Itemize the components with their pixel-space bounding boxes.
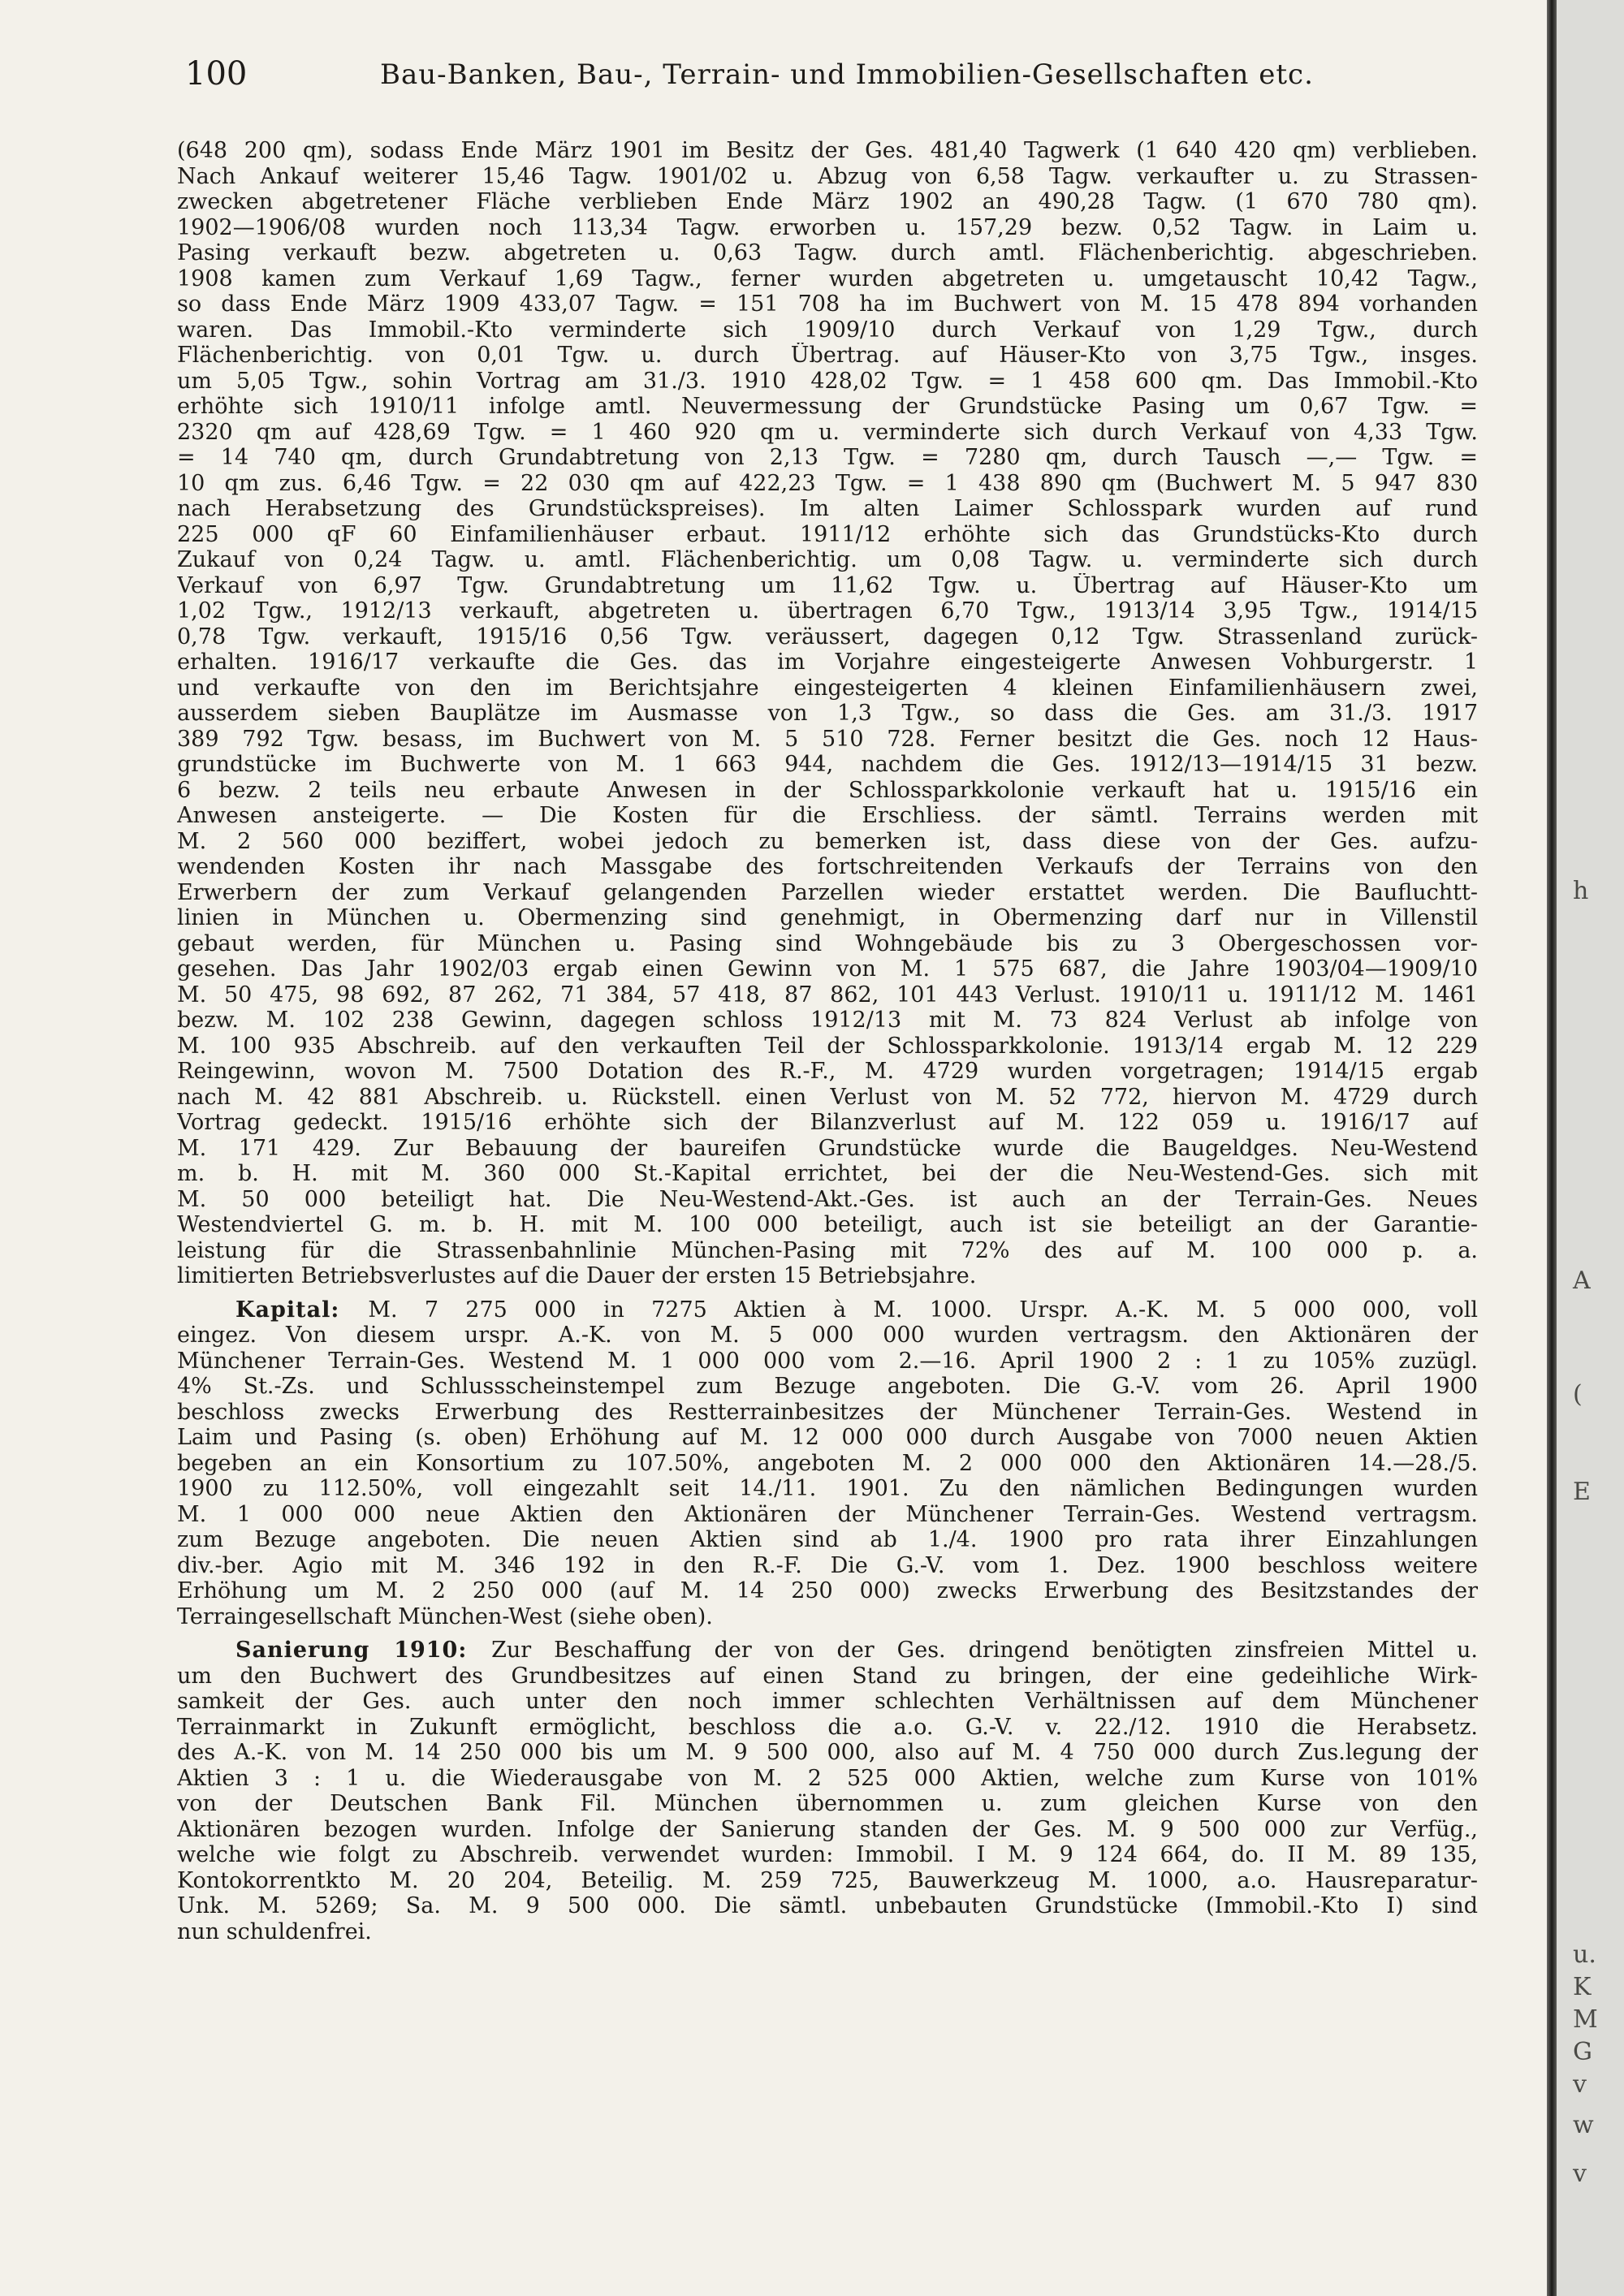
line-text: gesehen. Das Jahr 1902/03 ergab einen Gewinn von M. 1 575 687, die Jahre 1903/04—1909/10	[177, 956, 1478, 982]
text-line	[177, 573, 1478, 599]
line-text: leistung für die Strassenbahnlinie München-Pasing mit 72% des auf M. 100 000 p. a.	[177, 1237, 1478, 1263]
adjacent-page-fragment: h	[1573, 877, 1589, 905]
line-text: Anwesen ansteigerte. — Die Kosten für die Erschliess. der sämtl. Terrains werden mit	[177, 803, 1478, 828]
line-text: M. 7 275 000 in 7275 Aktien à M. 1000. Urspr. A.-K. M. 5 000 000, voll	[368, 1297, 1478, 1323]
line-text: 2320 qm auf 428,69 Tgw. = 1 460 920 qm u. verminderte sich durch Verkauf von 4,33 Tgw.	[177, 419, 1478, 445]
line-text: m. b. H. mit M. 360 000 St.-Kapital errichtet, bei der die Neu-Westend-Ges. sich mit	[177, 1161, 1478, 1186]
text-line	[177, 675, 1478, 701]
adjacent-page-fragment: E	[1573, 1478, 1591, 1506]
line-text: wendenden Kosten ihr nach Massgabe des fortschreitenden Verkaufs der Terrains von den	[177, 854, 1478, 879]
page-body	[177, 138, 1478, 1944]
text-line	[177, 394, 1478, 420]
line-text: Nach Ankauf weiterer 15,46 Tagw. 1901/02 u. Abzug von 6,58 Tagw. verkaufter u. zu Strassen-	[177, 163, 1478, 189]
text-line	[177, 1842, 1478, 1868]
text-line	[177, 1110, 1478, 1136]
line-text: = 14 740 qm, durch Grundabtretung von 2,13 Tgw. = 7280 qm, durch Tausch —,— Tgw. =	[177, 445, 1478, 470]
line-text: M. 50 000 beteiligt hat. Die Neu-Westend-Akt.-Ges. ist auch an der Terrain-Ges. Neues	[177, 1186, 1478, 1212]
line-text: Zukauf von 0,24 Tagw. u. amtl. Flächenberichtig. um 0,08 Tagw. u. verminderte sich durch	[177, 547, 1478, 572]
line-text: erhöhte sich 1910/11 infolge amtl. Neuvermessung der Grundstücke Pasing um 0,67 Tgw. =	[177, 394, 1478, 419]
line-text: M. 2 560 000 beziffert, wobei jedoch zu bemerken ist, dass diese von der Ges. aufzu-	[177, 828, 1478, 854]
line-text: Erhöhung um M. 2 250 000 (auf M. 14 250 000) zwecks Erwerbung des Besitzstandes der	[177, 1578, 1478, 1603]
line-text: 0,78 Tgw. verkauft, 1915/16 0,56 Tgw. veräussert, dagegen 0,12 Tgw. Strassenland zurück-	[177, 624, 1478, 650]
line-text: 389 792 Tgw. besass, im Buchwert von M. 5 510 728. Ferner besitzt die Ges. noch 12 Haus-	[177, 726, 1478, 752]
line-text: welche wie folgt zu Abschreib. verwendet wurden: Immobil. I M. 9 124 664, do. II M. 89 135,	[177, 1842, 1478, 1867]
line-text: nach M. 42 881 Abschreib. u. Rückstell. einen Verlust von M. 52 772, hiervon M. 4729 durch	[177, 1084, 1478, 1110]
text-line	[177, 1136, 1478, 1162]
text-line	[177, 1502, 1478, 1528]
line-text: zwecken abgetretener Fläche verblieben Ende März 1902 an 490,28 Tagw. (1 670 780 qm).	[177, 189, 1478, 214]
line-text: bezw. M. 102 238 Gewinn, dagegen schloss 1912/13 mit M. 73 824 Verlust ab infolge von	[177, 1008, 1478, 1033]
line-text: nun schuldenfrei.	[177, 1918, 372, 1944]
text-line	[177, 343, 1478, 369]
line-text: des A.-K. von M. 14 250 000 bis um M. 9 500 000, also auf M. 4 750 000 durch Zus.legung der	[177, 1740, 1478, 1765]
text-line	[177, 854, 1478, 880]
section-heading: Sanierung 1910:	[235, 1638, 492, 1663]
line-text: Münchener Terrain-Ges. Westend M. 1 000 000 vom 2.—16. April 1900 2 : 1 zu 105% zuzügl.	[177, 1348, 1478, 1374]
line-text: Reingewinn, wovon M. 7500 Dotation des R.-F., M. 4729 wurden vorgetragen; 1914/15 ergab	[177, 1059, 1478, 1084]
adjacent-page-fragment: (	[1573, 1380, 1583, 1409]
line-text: um den Buchwert des Grundbesitzes auf einen Stand zu bringen, der eine gedeihliche Wirk-	[177, 1663, 1478, 1689]
line-text: Terrainmarkt in Zukunft ermöglicht, beschloss die a.o. G.-V. v. 22./12. 1910 die Herabsetz.	[177, 1714, 1478, 1740]
text-line	[177, 1161, 1478, 1187]
adjacent-page-fragment: u.	[1573, 1940, 1596, 1969]
adjacent-page-fragment: K	[1573, 1973, 1592, 2001]
paragraph-gap	[177, 1289, 1478, 1297]
paragraph	[177, 1638, 1478, 1944]
text-line	[177, 189, 1478, 215]
line-text: M. 50 475, 98 692, 87 262, 71 384, 57 418, 87 862, 101 443 Verlust. 1910/11 u. 1911/12 M. 1461	[177, 982, 1478, 1008]
text-line	[177, 445, 1478, 471]
text-line	[177, 215, 1478, 241]
book-gutter	[1547, 0, 1557, 2296]
line-text: grundstücke im Buchwerte von M. 1 663 944, nachdem die Ges. 1912/13—1914/15 31 bezw.	[177, 752, 1478, 777]
paragraph	[177, 1297, 1478, 1630]
text-line	[177, 1034, 1478, 1060]
text-line	[177, 1817, 1478, 1843]
line-text: 1900 zu 112.50%, voll eingezahlt seit 14./11. 1901. Zu den nämlichen Bedingungen wurden	[177, 1476, 1478, 1501]
text-line	[177, 931, 1478, 957]
line-text: erhalten. 1916/17 verkaufte die Ges. das im Vorjahre eingesteigerte Anwesen Vohburgerstr. 1	[177, 650, 1478, 675]
line-text: M. 1 000 000 neue Aktien den Aktionären der Münchener Terrain-Ges. Westend vertragsm.	[177, 1501, 1478, 1527]
text-line	[177, 471, 1478, 497]
text-line	[177, 1425, 1478, 1451]
adjacent-page-fragment: v	[1573, 2070, 1587, 2099]
text-line	[177, 1349, 1478, 1375]
text-line	[177, 1374, 1478, 1400]
text-line	[177, 1868, 1478, 1894]
text-line	[177, 829, 1478, 855]
text-line	[177, 1527, 1478, 1553]
line-text: 225 000 qF 60 Einfamilienhäuser erbaut. 1911/12 erhöhte sich das Grundstücks-Kto durch	[177, 521, 1478, 547]
text-line	[177, 598, 1478, 624]
text-line	[177, 496, 1478, 522]
line-text: Aktien 3 : 1 u. die Wiederausgabe von M. 2 525 000 Aktien, welche zum Kurse von 101%	[177, 1765, 1478, 1791]
line-text: eingez. Von diesem urspr. A.-K. von M. 5 000 000 wurden vertragsm. den Aktionären der	[177, 1323, 1478, 1348]
text-line	[177, 1451, 1478, 1477]
text-line	[177, 547, 1478, 573]
text-line	[177, 291, 1478, 317]
text-line	[177, 1604, 1478, 1630]
text-line	[177, 880, 1478, 906]
adjacent-page-fragment: v	[1573, 2160, 1587, 2188]
text-line	[177, 1212, 1478, 1238]
text-line	[177, 1766, 1478, 1792]
text-line	[177, 1297, 1478, 1323]
running-head: Bau-Banken, Bau-, Terrain- und Immobilien-Gesellschaften etc.	[380, 58, 1314, 91]
text-line	[177, 727, 1478, 753]
text-line	[177, 1323, 1478, 1349]
line-text: 4% St.-Zs. und Schlussscheinstempel zum Bezuge angeboten. Die G.-V. vom 26. April 1900	[177, 1374, 1478, 1399]
text-line	[177, 1187, 1478, 1213]
text-line	[177, 1400, 1478, 1426]
line-text: Verkauf von 6,97 Tgw. Grundabtretung um 11,62 Tgw. u. Übertrag auf Häuser-Kto um	[177, 572, 1478, 598]
adjacent-page-edge	[1557, 0, 1624, 2296]
line-text: 6 bezw. 2 teils neu erbaute Anwesen in der Schlossparkkolonie verkauft hat u. 1915/16 ein	[177, 777, 1478, 803]
text-line	[177, 1919, 1478, 1945]
paragraph-gap	[177, 1629, 1478, 1638]
line-text: 1908 kamen zum Verkauf 1,69 Tagw., ferner wurden abgetreten u. umgetauscht 10,42 Tagw.,	[177, 265, 1478, 291]
text-line	[177, 1553, 1478, 1579]
line-text: linien in München u. Obermenzing sind genehmigt, in Obermenzing darf nur in Villenstil	[177, 905, 1478, 930]
page-header	[185, 55, 1484, 96]
text-line	[177, 522, 1478, 548]
text-line	[177, 1008, 1478, 1034]
text-line	[177, 420, 1478, 446]
text-line	[177, 1791, 1478, 1817]
text-line	[177, 650, 1478, 675]
adjacent-page-fragment: M	[1573, 2005, 1598, 2034]
text-line	[177, 1715, 1478, 1741]
line-text: Unk. M. 5269; Sa. M. 9 500 000. Die sämtl. unbebauten Grundstücke (Immobil.-Kto I) sind	[177, 1893, 1478, 1918]
paragraph	[177, 138, 1478, 1289]
line-text: gebaut werden, für München u. Pasing sind Wohngebäude bis zu 3 Obergeschossen vor-	[177, 930, 1478, 956]
line-text: zum Bezuge angeboten. Die neuen Aktien sind ab 1./4. 1900 pro rata ihrer Einzahlungen	[177, 1527, 1478, 1552]
text-line	[177, 1689, 1478, 1715]
text-line	[177, 1740, 1478, 1766]
text-line	[177, 778, 1478, 804]
line-text: von der Deutschen Bank Fil. München übernommen u. zum gleichen Kurse von den	[177, 1791, 1478, 1816]
text-line	[177, 1893, 1478, 1919]
line-text: Terraingesellschaft München-West (siehe oben).	[177, 1603, 713, 1629]
text-line	[177, 752, 1478, 778]
line-text: und verkaufte von den im Berichtsjahre eingesteigerten 4 kleinen Einfamilienhäusern zwei,	[177, 675, 1478, 701]
line-text: limitierten Betriebsverlustes auf die Dauer der ersten 15 Betriebsjahre.	[177, 1263, 977, 1288]
line-text: div.-ber. Agio mit M. 346 192 in den R.-F. Die G.-V. vom 1. Dez. 1900 beschloss weitere	[177, 1552, 1478, 1578]
line-text: Vortrag gedeckt. 1915/16 erhöhte sich der Bilanzverlust auf M. 122 059 u. 1916/17 auf	[177, 1110, 1478, 1135]
line-text: M. 171 429. Zur Bebauung der baureifen Grundstücke wurde die Baugeldges. Neu-Westend	[177, 1135, 1478, 1161]
text-line	[177, 369, 1478, 395]
line-text: M. 100 935 Abschreib. auf den verkauften Teil der Schlossparkkolonie. 1913/14 ergab M. 12 229	[177, 1033, 1478, 1059]
text-line	[177, 982, 1478, 1008]
text-line	[177, 317, 1478, 343]
line-text: ausserdem sieben Bauplätze im Ausmasse von 1,3 Tgw., so dass die Ges. am 31./3. 1917	[177, 701, 1478, 726]
text-line	[177, 1476, 1478, 1502]
line-text: Flächenberichtig. von 0,01 Tgw. u. durch Übertrag. auf Häuser-Kto von 3,75 Tgw., insges.	[177, 343, 1478, 368]
line-text: 1,02 Tgw., 1912/13 verkauft, abgetreten u. übertragen 6,70 Tgw., 1913/14 3,95 Tgw., 1914/15	[177, 598, 1478, 624]
line-text: Aktionären bezogen wurden. Infolge der Sanierung standen der Ges. M. 9 500 000 zur Verfüg.,	[177, 1816, 1478, 1842]
line-text: begeben an ein Konsortium zu 107.50%, angeboten M. 2 000 000 den Aktionären 14.—28./5.	[177, 1450, 1478, 1476]
line-text: Zur Beschaffung der von der Ges. dringend benötigten zinsfreien Mittel u.	[491, 1638, 1478, 1663]
line-text: waren. Das Immobil.-Kto verminderte sich 1909/10 durch Verkauf von 1,29 Tgw., durch	[177, 317, 1478, 343]
line-text: (648 200 qm), sodass Ende März 1901 im Besitz der Ges. 481,40 Tagwerk (1 640 420 qm) verblieben.	[177, 138, 1478, 163]
line-text: beschloss zwecks Erwerbung des Restterrainbesitzes der Münchener Terrain-Ges. Westend in	[177, 1399, 1478, 1425]
text-line	[177, 701, 1478, 727]
text-line	[177, 803, 1478, 829]
adjacent-page-fragment: G	[1573, 2038, 1592, 2066]
line-text: nach Herabsetzung des Grundstückspreises). Im alten Laimer Schlosspark wurden auf rund	[177, 496, 1478, 521]
text-line	[177, 164, 1478, 190]
page-number: 100	[185, 55, 248, 93]
text-line	[177, 1263, 1478, 1289]
adjacent-page-fragment: w	[1573, 2111, 1594, 2139]
text-line	[177, 624, 1478, 650]
text-line	[177, 240, 1478, 266]
line-text: Kontokorrentkto M. 20 204, Beteilig. M. 259 725, Bauwerkzeug M. 1000, a.o. Hausreparatur-	[177, 1867, 1478, 1893]
line-text: 10 qm zus. 6,46 Tgw. = 22 030 qm auf 422,23 Tgw. = 1 438 890 qm (Buchwert M. 5 947 830	[177, 470, 1478, 496]
text-line	[177, 1664, 1478, 1690]
text-line	[177, 1059, 1478, 1085]
text-line	[177, 1238, 1478, 1264]
line-text: Erwerbern der zum Verkauf gelangenden Parzellen wieder erstattet werden. Die Baufluchtt-	[177, 879, 1478, 905]
line-text: samkeit der Ges. auch unter den noch immer schlechten Verhältnissen auf dem Münchener	[177, 1689, 1478, 1714]
line-text: Pasing verkauft bezw. abgetreten u. 0,63 Tagw. durch amtl. Flächenberichtig. abgeschrieben.	[177, 240, 1478, 265]
line-text: 1902—1906/08 wurden noch 113,34 Tagw. erworben u. 157,29 bezw. 0,52 Tagw. in Laim u.	[177, 214, 1478, 240]
text-line	[177, 266, 1478, 292]
line-text: um 5,05 Tgw., sohin Vortrag am 31./3. 1910 428,02 Tgw. = 1 458 600 qm. Das Immobil.-Kto	[177, 368, 1478, 394]
text-line	[177, 956, 1478, 982]
line-text: Westendviertel G. m. b. H. mit M. 100 000 beteiligt, auch ist sie beteiligt an der Garantie-	[177, 1212, 1478, 1237]
line-text: Laim und Pasing (s. oben) Erhöhung auf M. 12 000 000 durch Ausgabe von 7000 neuen Aktien	[177, 1425, 1478, 1450]
adjacent-page-fragment: A	[1573, 1267, 1591, 1295]
line-text: so dass Ende März 1909 433,07 Tagw. = 151 708 ha im Buchwert von M. 15 478 894 vorhanden	[177, 291, 1478, 317]
text-line	[177, 138, 1478, 164]
text-line	[177, 1085, 1478, 1111]
text-line	[177, 1578, 1478, 1604]
text-line	[177, 905, 1478, 931]
text-line	[177, 1638, 1478, 1664]
section-heading: Kapital:	[235, 1297, 369, 1323]
